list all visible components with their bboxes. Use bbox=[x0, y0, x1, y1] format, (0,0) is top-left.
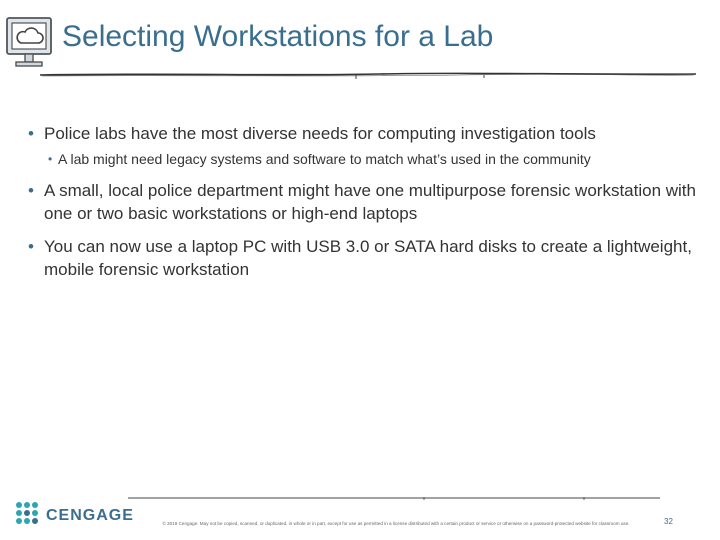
cengage-logo bbox=[14, 500, 144, 530]
bullet-item bbox=[28, 122, 700, 145]
bullet-dot: • bbox=[28, 237, 34, 256]
bullet-text: Police labs have the most diverse needs for computing investigation tools bbox=[44, 124, 596, 143]
bullet-list bbox=[28, 122, 700, 281]
cengage-logo-mark bbox=[14, 500, 40, 530]
bullet-item bbox=[28, 179, 700, 225]
cloud-monitor-icon bbox=[4, 14, 56, 72]
bullet-text: You can now use a laptop PC with USB 3.0 or SATA hard disks to create a lightweight, mobile forensic workstation bbox=[44, 237, 692, 279]
page-number: 32 bbox=[664, 517, 673, 526]
bullet-dot: • bbox=[28, 181, 34, 200]
sub-bullet-item bbox=[28, 149, 700, 169]
bullet-dot: • bbox=[48, 152, 53, 166]
bullet-text: A small, local police department might have one multipurpose forensic workstation with one or two basic workstations or high-end laptops bbox=[44, 181, 696, 223]
bullet-item bbox=[28, 235, 700, 281]
copyright-notice: © 2019 Cengage. May not be copied, scanned, or duplicated, in whole or in part, except for use as permitted in a license distributed with a certain product or service or otherwise on a password-protected website for classroom use. bbox=[162, 521, 630, 526]
logo-wordmark: CENGAGE bbox=[46, 507, 134, 524]
sub-bullet-text: A lab might need legacy systems and software to match what’s used in the community bbox=[58, 151, 591, 167]
bullet-dot: • bbox=[28, 124, 34, 143]
slide-title: Selecting Workstations for a Lab bbox=[62, 20, 494, 53]
footer-rule bbox=[128, 494, 660, 502]
title-underline bbox=[40, 68, 696, 82]
